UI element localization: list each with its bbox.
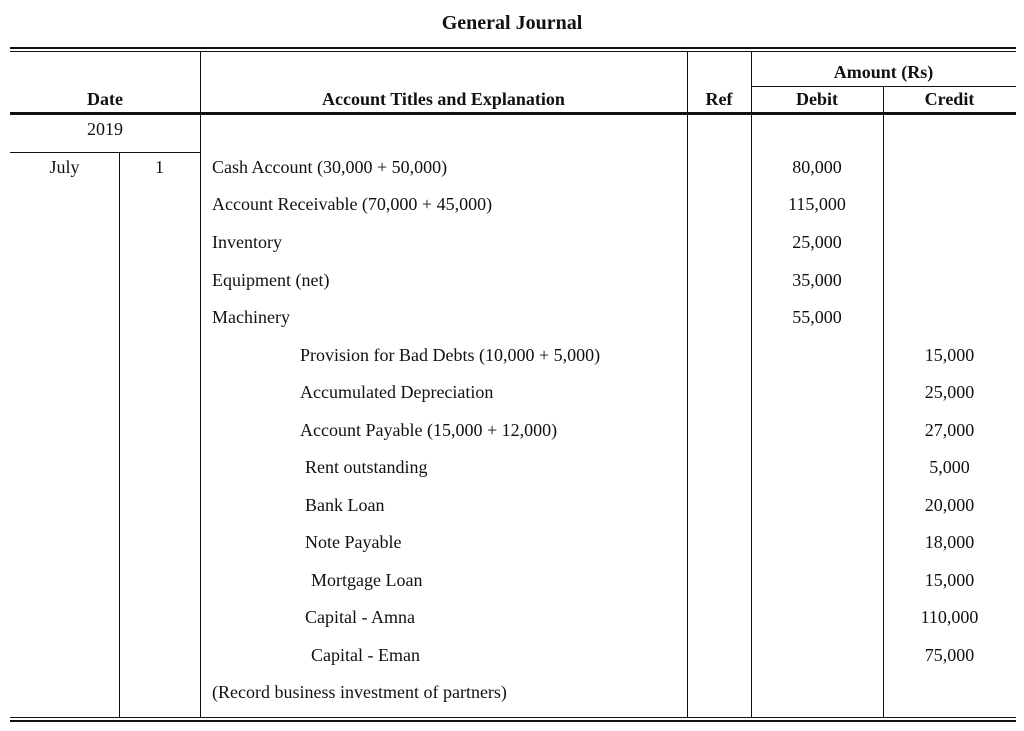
top-rule-1: [10, 47, 1016, 49]
entry-credit: 15,000: [924, 345, 975, 365]
entry-account: Provision for Bad Debts (10,000 + 5,000): [300, 345, 601, 365]
day-label: 1: [155, 157, 164, 177]
entry-account: Capital - Amna: [305, 607, 415, 627]
entry-account: Capital - Eman: [311, 645, 420, 665]
entry-account: Account Receivable (70,000 + 45,000): [212, 194, 493, 214]
entry-account: Rent outstanding: [305, 457, 428, 477]
header-date: Date: [87, 89, 123, 109]
entry-credit: 110,000: [920, 607, 979, 627]
entry-debit: 35,000: [792, 270, 842, 290]
header-debit: Debit: [796, 89, 838, 109]
bottom-rule-2: [10, 720, 1016, 722]
col-rule-ref: [751, 52, 752, 717]
header-amount: Amount (Rs): [833, 62, 934, 82]
header-rule: [10, 112, 1016, 115]
entry-credit: 18,000: [924, 532, 975, 552]
bottom-rule-1: [10, 717, 1016, 718]
header-ref: Ref: [705, 89, 733, 109]
entry-credit: 25,000: [924, 382, 975, 402]
entry-account: Note Payable: [305, 532, 402, 552]
entry-credit: 15,000: [924, 570, 975, 590]
entry-credit: 75,000: [924, 645, 975, 665]
header-credit: Credit: [924, 89, 975, 109]
col-rule-day: [119, 152, 120, 717]
entry-debit: 115,000: [788, 194, 846, 214]
entry-credit: 5,000: [929, 457, 970, 477]
entry-account: Bank Loan: [305, 495, 385, 515]
entry-account: Account Payable (15,000 + 12,000): [300, 420, 558, 440]
entry-account: Mortgage Loan: [311, 570, 423, 590]
month-label: July: [49, 157, 80, 177]
col-rule-account: [687, 52, 688, 717]
header-account: Account Titles and Explanation: [322, 89, 565, 109]
entry-debit: 55,000: [792, 307, 842, 327]
entry-debit: 80,000: [792, 157, 842, 177]
entry-debit: 25,000: [792, 232, 842, 252]
col-rule-date: [200, 52, 201, 717]
entry-credit: 20,000: [924, 495, 975, 515]
year-label: 2019: [87, 119, 123, 139]
entry-account: Cash Account (30,000 + 50,000): [212, 157, 448, 177]
top-rule-2: [10, 51, 1016, 52]
journal-title: General Journal: [441, 12, 583, 34]
entry-credit: 27,000: [924, 420, 975, 440]
entry-account: Accumulated Depreciation: [300, 382, 494, 402]
entry-account: Equipment (net): [212, 270, 330, 290]
narration: (Record business investment of partners): [212, 682, 507, 702]
year-rule: [10, 152, 200, 153]
entry-account: Inventory: [212, 232, 282, 252]
entry-account: Machinery: [212, 307, 290, 327]
